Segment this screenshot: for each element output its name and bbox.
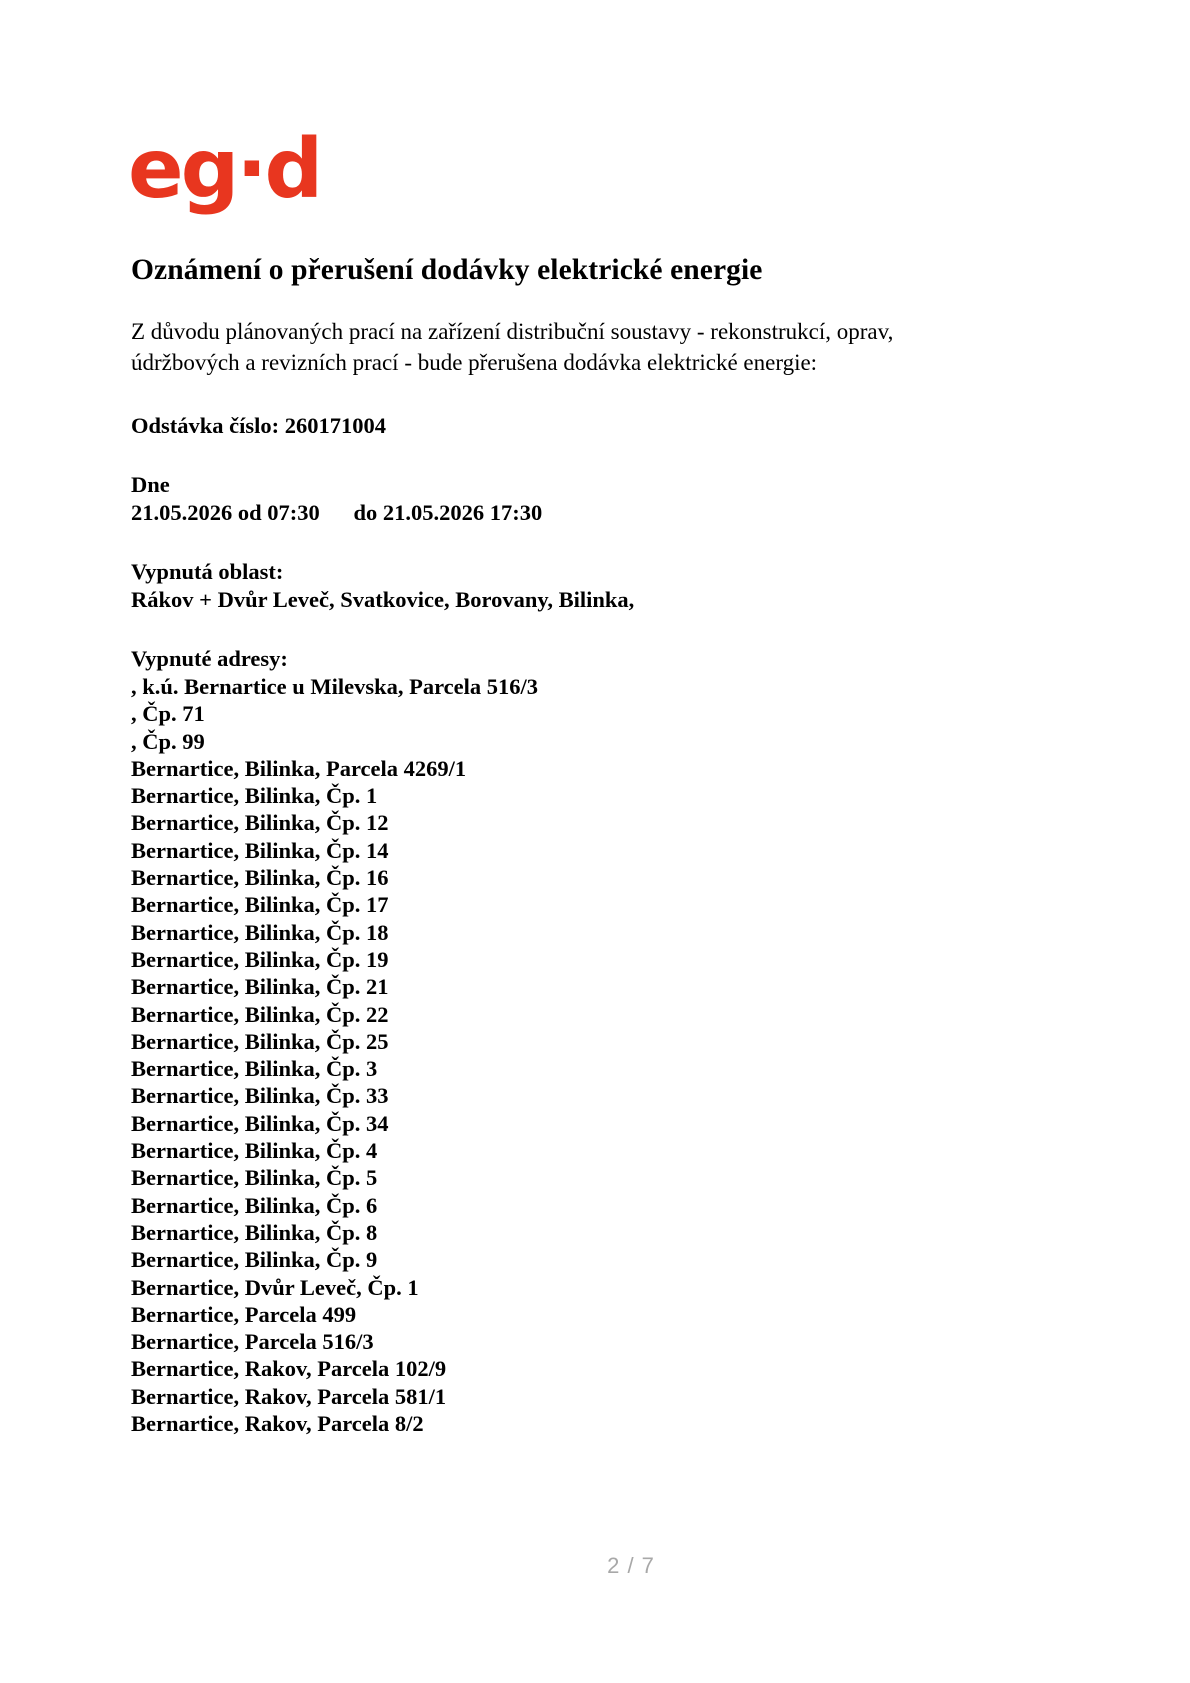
list-item: Bernartice, Bilinka, Čp. 34 <box>131 1110 389 1136</box>
date-block <box>131 471 1031 528</box>
list-item: Bernartice, Bilinka, Čp. 16 <box>131 865 389 891</box>
page-footer <box>0 1553 1190 1579</box>
list-item: Bernartice, Dvůr Leveč, Čp. 1 <box>131 1274 419 1300</box>
list-item: Bernartice, Bilinka, Čp. 8 <box>131 1219 378 1245</box>
document-body <box>131 252 1031 1437</box>
list-item: Bernartice, Bilinka, Čp. 14 <box>131 837 389 863</box>
list-item: , Čp. 71 <box>131 701 205 727</box>
list-item: Bernartice, Bilinka, Čp. 17 <box>131 892 389 918</box>
date-range: 21.05.2026 od 07:30 do 21.05.2026 17:30 <box>131 500 543 525</box>
outage-number: Odstávka číslo: 260171004 <box>131 413 387 438</box>
area-heading: Vypnutá oblast: <box>131 558 284 584</box>
area-value: Rákov + Dvůr Leveč, Svatkovice, Borovany, Bilinka, <box>131 587 635 612</box>
list-item: Bernartice, Bilinka, Parcela 4269/1 <box>131 755 467 781</box>
area-block <box>131 558 1031 615</box>
list-item: Bernartice, Bilinka, Čp. 1 <box>131 783 378 809</box>
page-indicator: 2 / 7 <box>607 1553 655 1578</box>
list-item: Bernartice, Bilinka, Čp. 25 <box>131 1028 389 1054</box>
list-item: Bernartice, Bilinka, Čp. 4 <box>131 1138 378 1164</box>
list-item: Bernartice, Bilinka, Čp. 19 <box>131 946 389 972</box>
addresses-heading: Vypnuté adresy: <box>131 645 288 671</box>
list-item: Bernartice, Bilinka, Čp. 9 <box>131 1247 378 1273</box>
list-item: Bernartice, Parcela 516/3 <box>131 1329 374 1355</box>
list-item: Bernartice, Bilinka, Čp. 3 <box>131 1056 378 1082</box>
date-heading: Dne <box>131 471 170 497</box>
list-item: Bernartice, Bilinka, Čp. 6 <box>131 1192 378 1218</box>
list-item: Bernartice, Bilinka, Čp. 33 <box>131 1083 389 1109</box>
list-item: Bernartice, Bilinka, Čp. 21 <box>131 974 389 1000</box>
intro-paragraph <box>131 316 1031 378</box>
list-item: Bernartice, Bilinka, Čp. 22 <box>131 1001 389 1027</box>
address-list <box>131 673 1031 1437</box>
egd-logo-text: eg·d <box>128 122 321 217</box>
list-item: , Čp. 99 <box>131 728 205 754</box>
egd-logo <box>128 122 348 217</box>
outage-number-block <box>131 412 1031 441</box>
list-item: Bernartice, Bilinka, Čp. 12 <box>131 810 389 836</box>
list-item: Bernartice, Rakov, Parcela 581/1 <box>131 1383 447 1409</box>
list-item: Bernartice, Rakov, Parcela 102/9 <box>131 1356 447 1382</box>
intro-line-1: Z důvodu plánovaných prací na zařízení distribuční soustavy - rekonstrukcí, oprav, <box>131 319 894 344</box>
list-item: Bernartice, Rakov, Parcela 8/2 <box>131 1411 424 1437</box>
list-item: Bernartice, Bilinka, Čp. 5 <box>131 1165 378 1191</box>
list-item: , k.ú. Bernartice u Milevska, Parcela 516/3 <box>131 674 539 699</box>
page-title: Oznámení o přerušení dodávky elektrické energie <box>131 254 763 286</box>
list-item: Bernartice, Parcela 499 <box>131 1301 357 1327</box>
intro-line-2: údržbových a revizních prací - bude přerušena dodávka elektrické energie: <box>131 350 818 375</box>
list-item: Bernartice, Bilinka, Čp. 18 <box>131 919 389 945</box>
addresses-block <box>131 645 1031 1438</box>
